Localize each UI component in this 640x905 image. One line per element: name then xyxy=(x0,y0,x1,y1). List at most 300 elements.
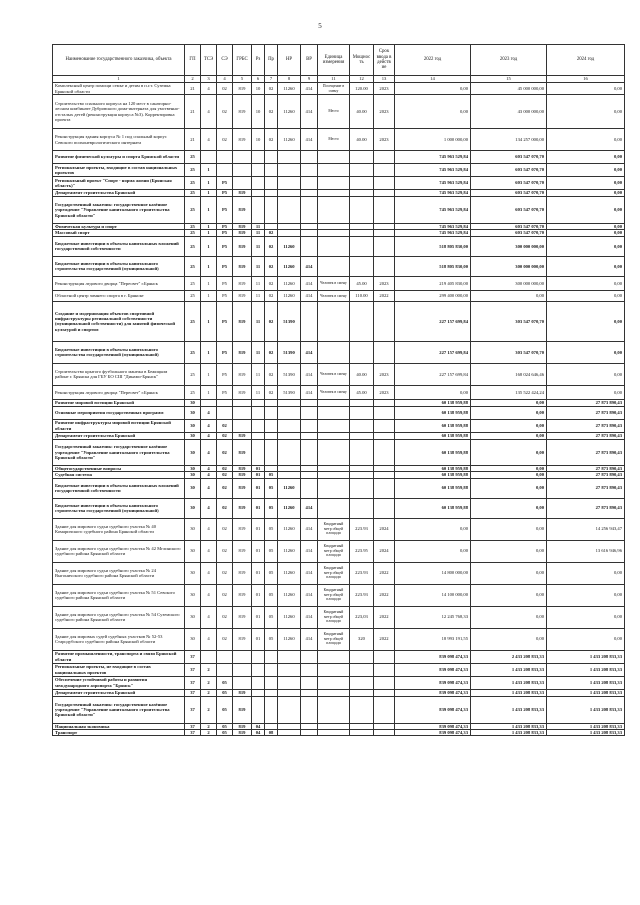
amount-cell: 1 433 208 833,33 xyxy=(547,676,625,689)
code-cell: 223.93 xyxy=(350,562,374,584)
amount-cell: 745 963 529,84 xyxy=(395,224,471,230)
column-number: 11 xyxy=(318,76,350,83)
amount-cell: 13 616 946,96 xyxy=(547,540,625,562)
code-cell xyxy=(217,151,233,164)
amount-cell: 0,00 xyxy=(471,290,547,301)
amount-cell: 27 873 890,43 xyxy=(547,472,625,478)
code-cell: 25 xyxy=(185,177,201,190)
code-cell: 1 xyxy=(201,230,217,236)
code-cell: 01 xyxy=(252,472,265,478)
amount-cell: 0,00 xyxy=(547,197,625,224)
code-cell: 05 xyxy=(217,723,233,729)
code-cell: 11260 xyxy=(278,584,301,606)
code-cell: 819 xyxy=(233,689,252,696)
code-cell: 02 xyxy=(217,606,233,628)
code-cell: 11260 xyxy=(278,478,301,498)
code-cell xyxy=(350,650,374,663)
code-cell: 02 xyxy=(265,256,278,276)
code-cell: 819 xyxy=(233,562,252,584)
amount-cell: 1 433 208 833,33 xyxy=(471,730,547,736)
code-cell xyxy=(252,689,265,696)
column-header: 2024 год xyxy=(547,45,625,76)
amount-cell: 0,00 xyxy=(547,276,625,290)
code-cell: 05 xyxy=(265,540,278,562)
code-cell xyxy=(278,190,301,197)
code-cell xyxy=(278,439,301,465)
code-cell xyxy=(252,399,265,406)
code-cell: 25 xyxy=(185,197,201,224)
column-number: 14 xyxy=(395,76,471,83)
code-cell: 02 xyxy=(217,95,233,129)
code-cell: 10 xyxy=(252,129,265,151)
code-cell xyxy=(252,439,265,465)
amount-cell: 168 024 646,46 xyxy=(471,363,547,385)
code-cell xyxy=(252,406,265,419)
code-cell: 51390 xyxy=(278,385,301,399)
table-row xyxy=(53,478,625,498)
column-number: 7 xyxy=(265,76,278,83)
code-cell: 02 xyxy=(217,419,233,432)
code-cell: 4 xyxy=(201,129,217,151)
code-cell xyxy=(278,663,301,676)
amount-cell: 27 873 890,43 xyxy=(547,432,625,439)
code-cell: 2023 xyxy=(374,363,395,385)
amount-cell: 0,00 xyxy=(395,385,471,399)
code-cell: Место xyxy=(318,95,350,129)
amount-cell: 603 547 070,70 xyxy=(471,177,547,190)
code-cell: 30 xyxy=(185,606,201,628)
code-cell: 02 xyxy=(217,83,233,95)
code-cell: 4 xyxy=(201,606,217,628)
code-cell: 414 xyxy=(301,256,318,276)
code-cell xyxy=(318,498,350,518)
code-cell: 4 xyxy=(201,406,217,419)
column-number: 2 xyxy=(185,76,201,83)
code-cell: Человек в смену xyxy=(318,363,350,385)
code-cell: Человек в смену xyxy=(318,276,350,290)
code-cell: 4 xyxy=(201,465,217,471)
code-cell: 414 xyxy=(301,385,318,399)
code-cell xyxy=(301,696,318,723)
code-cell: 02 xyxy=(217,439,233,465)
code-cell: 05 xyxy=(265,478,278,498)
code-cell: 30 xyxy=(185,472,201,478)
code-cell: 30 xyxy=(185,498,201,518)
code-cell: 414 xyxy=(301,341,318,363)
code-cell xyxy=(301,406,318,419)
code-cell xyxy=(233,164,252,177)
code-cell: 30 xyxy=(185,562,201,584)
code-cell xyxy=(233,676,252,689)
code-cell: 25 xyxy=(185,276,201,290)
code-cell: 40.00 xyxy=(350,363,374,385)
code-cell: 1 xyxy=(201,363,217,385)
code-cell: 25 xyxy=(185,385,201,399)
code-cell: 25 xyxy=(185,230,201,236)
code-cell: 1 xyxy=(201,341,217,363)
code-cell xyxy=(318,256,350,276)
code-cell xyxy=(301,419,318,432)
code-cell xyxy=(265,164,278,177)
code-cell: 2024 xyxy=(374,540,395,562)
code-cell xyxy=(301,236,318,256)
amount-cell: 745 963 529,84 xyxy=(395,177,471,190)
column-header: НР xyxy=(278,45,301,76)
code-cell: 2022 xyxy=(374,606,395,628)
object-name-cell: Развитие промышленности, транспорта и связи Брянской области xyxy=(53,650,185,663)
amount-cell: 27 873 890,43 xyxy=(547,406,625,419)
amount-cell: 135 522 424,24 xyxy=(471,385,547,399)
code-cell xyxy=(217,650,233,663)
amount-cell: 0,00 xyxy=(395,95,471,129)
code-cell: 819 xyxy=(233,224,252,230)
code-cell: 320 xyxy=(350,628,374,650)
code-cell: 4 xyxy=(201,472,217,478)
object-name-cell: Бюджетные инвестиции в объекты капитальных вложений государственной собственности xyxy=(53,236,185,256)
table-row xyxy=(53,676,625,689)
code-cell: 30 xyxy=(185,399,201,406)
code-cell xyxy=(278,406,301,419)
column-number: 3 xyxy=(201,76,217,83)
code-cell: 819 xyxy=(233,584,252,606)
code-cell: 2023 xyxy=(374,385,395,399)
code-cell xyxy=(318,177,350,190)
column-header: ВР xyxy=(301,45,318,76)
object-name-cell: Региональные проекты, входящие в состав национальных проектов xyxy=(53,164,185,177)
code-cell: 25 xyxy=(185,224,201,230)
code-cell: 4 xyxy=(201,83,217,95)
amount-cell: 60 138 959,88 xyxy=(395,472,471,478)
code-cell: 819 xyxy=(233,432,252,439)
amount-cell: 0,00 xyxy=(471,498,547,518)
code-cell: 01 xyxy=(252,478,265,498)
code-cell xyxy=(350,730,374,736)
code-cell: 819 xyxy=(233,290,252,301)
code-cell: 1 xyxy=(201,197,217,224)
code-cell: 4 xyxy=(201,419,217,432)
code-cell: 02 xyxy=(265,129,278,151)
code-cell: 11260 xyxy=(278,628,301,650)
amount-cell: 0,00 xyxy=(547,224,625,230)
code-cell xyxy=(265,177,278,190)
amount-cell: 0,00 xyxy=(547,151,625,164)
code-cell: 02 xyxy=(265,230,278,236)
amount-cell: 0,00 xyxy=(395,540,471,562)
code-cell: 01 xyxy=(252,540,265,562)
object-name-cell: Бюджетные инвестиции в объекты капитальных вложений государственной собственности xyxy=(53,478,185,498)
code-cell xyxy=(252,151,265,164)
code-cell xyxy=(301,730,318,736)
code-cell: 414 xyxy=(301,518,318,540)
code-cell: 01 xyxy=(252,562,265,584)
code-cell: 2022 xyxy=(374,562,395,584)
code-cell: 819 xyxy=(233,696,252,723)
code-cell xyxy=(318,236,350,256)
code-cell: 25 xyxy=(185,190,201,197)
code-cell: 2 xyxy=(201,696,217,723)
amount-cell: 14 256 943,47 xyxy=(547,518,625,540)
code-cell xyxy=(278,164,301,177)
column-number: 5 xyxy=(233,76,252,83)
code-cell: Квадратный метр общей площади xyxy=(318,562,350,584)
amount-cell: 839 098 474,33 xyxy=(395,730,471,736)
amount-cell: 0,00 xyxy=(547,385,625,399)
amount-cell: 0,00 xyxy=(547,129,625,151)
code-cell: 37 xyxy=(185,689,201,696)
code-cell xyxy=(233,663,252,676)
amount-cell: 12 245 768,33 xyxy=(395,606,471,628)
code-cell: 819 xyxy=(233,83,252,95)
code-cell: 02 xyxy=(217,584,233,606)
column-header: 2022 год xyxy=(395,45,471,76)
code-cell xyxy=(374,498,395,518)
code-cell: 05 xyxy=(265,584,278,606)
code-cell: P5 xyxy=(217,301,233,341)
code-cell: 02 xyxy=(217,129,233,151)
code-cell: P5 xyxy=(217,290,233,301)
code-cell: 414 xyxy=(301,83,318,95)
code-cell xyxy=(252,164,265,177)
code-cell: 819 xyxy=(233,385,252,399)
code-cell: 30 xyxy=(185,465,201,471)
code-cell xyxy=(278,676,301,689)
column-number: 12 xyxy=(350,76,374,83)
code-cell xyxy=(318,164,350,177)
amount-cell: 60 138 959,88 xyxy=(395,432,471,439)
amount-cell: 300 000 000,00 xyxy=(471,256,547,276)
code-cell: 819 xyxy=(233,606,252,628)
code-cell: 11260 xyxy=(278,256,301,276)
code-cell: Квадратный метр общей площади xyxy=(318,584,350,606)
table-row xyxy=(53,256,625,276)
code-cell: 819 xyxy=(233,518,252,540)
code-cell: 01 xyxy=(252,584,265,606)
amount-cell: 1 433 208 833,33 xyxy=(471,689,547,696)
object-name-cell: Бюджетные инвестиции в объекты капитального строительства государственной (муниципальной) xyxy=(53,341,185,363)
amount-cell: 1 433 208 833,33 xyxy=(547,696,625,723)
code-cell: 05 xyxy=(217,696,233,723)
table-row xyxy=(53,197,625,224)
code-cell: 25 xyxy=(185,301,201,341)
code-cell xyxy=(217,399,233,406)
code-cell: 414 xyxy=(301,562,318,584)
code-cell xyxy=(252,432,265,439)
code-cell: 414 xyxy=(301,584,318,606)
code-cell: 819 xyxy=(233,363,252,385)
code-cell: 11260 xyxy=(278,518,301,540)
table-row xyxy=(53,385,625,399)
object-name-cell: Здание для мирового судьи судебного участка № 42 Мглинского судебного района Брянской области xyxy=(53,540,185,562)
code-cell: 30 xyxy=(185,432,201,439)
code-cell: 45.00 xyxy=(350,385,374,399)
column-number: 16 xyxy=(547,76,625,83)
code-cell: 51390 xyxy=(278,301,301,341)
code-cell xyxy=(301,432,318,439)
code-cell xyxy=(350,399,374,406)
code-cell xyxy=(201,650,217,663)
code-cell xyxy=(374,419,395,432)
code-cell xyxy=(374,406,395,419)
code-cell xyxy=(265,406,278,419)
code-cell xyxy=(252,696,265,723)
code-cell: 11 xyxy=(252,236,265,256)
object-name-cell: Государственный заказчик: государственное казённое учреждение "Управление капитального строительства Брянской области" xyxy=(53,439,185,465)
object-name-cell: Здание для мирового судьи судебного участка № 40 Комаричского судебного района Брянской области xyxy=(53,518,185,540)
table-row xyxy=(53,439,625,465)
code-cell xyxy=(350,498,374,518)
code-cell: 40.00 xyxy=(350,129,374,151)
column-number: 13 xyxy=(374,76,395,83)
table-row xyxy=(53,341,625,363)
code-cell: 11260 xyxy=(278,276,301,290)
column-header: Мощность xyxy=(350,45,374,76)
object-name-cell: Здание для мировых судей судебных участков № 52-53 Стародубского судебного района Брянской области xyxy=(53,628,185,650)
amount-cell: 839 098 474,33 xyxy=(395,650,471,663)
code-cell: 11 xyxy=(252,385,265,399)
amount-cell: 1 433 208 833,33 xyxy=(471,723,547,729)
amount-cell: 27 873 890,43 xyxy=(547,478,625,498)
code-cell: 02 xyxy=(265,341,278,363)
code-cell: 01 xyxy=(252,606,265,628)
amount-cell: 60 138 959,88 xyxy=(395,406,471,419)
code-cell: 2024 xyxy=(374,518,395,540)
amount-cell: 0,00 xyxy=(547,628,625,650)
code-cell xyxy=(301,663,318,676)
amount-cell: 518 805 830,00 xyxy=(395,256,471,276)
amount-cell: 603 547 070,70 xyxy=(471,224,547,230)
code-cell xyxy=(278,399,301,406)
code-cell: 11260 xyxy=(278,498,301,518)
code-cell: Человек в смену xyxy=(318,385,350,399)
code-cell xyxy=(278,151,301,164)
code-cell xyxy=(374,478,395,498)
code-cell xyxy=(278,730,301,736)
code-cell: 819 xyxy=(233,256,252,276)
table-row xyxy=(53,290,625,301)
code-cell xyxy=(318,190,350,197)
code-cell: 30 xyxy=(185,439,201,465)
code-cell: 30 xyxy=(185,419,201,432)
object-name-cell: Бюджетные инвестиции в объекты капитального строительства государственной (муниципальной) xyxy=(53,256,185,276)
code-cell xyxy=(374,676,395,689)
code-cell: 1 xyxy=(201,256,217,276)
code-cell: 25 xyxy=(185,151,201,164)
object-name-cell: Реконструкция ледового дворца "Пересвет" г.Брянск xyxy=(53,385,185,399)
code-cell xyxy=(233,177,252,190)
code-cell: Квадратный метр общей площади xyxy=(318,606,350,628)
amount-cell: 0,00 xyxy=(547,562,625,584)
code-cell: 819 xyxy=(233,276,252,290)
code-cell: 414 xyxy=(301,129,318,151)
amount-cell: 0,00 xyxy=(547,584,625,606)
code-cell: 05 xyxy=(265,628,278,650)
code-cell: 30 xyxy=(185,540,201,562)
amount-cell: 1 433 208 833,33 xyxy=(547,663,625,676)
code-cell xyxy=(318,399,350,406)
code-cell xyxy=(265,650,278,663)
code-cell xyxy=(374,190,395,197)
code-cell xyxy=(252,650,265,663)
code-cell xyxy=(374,197,395,224)
code-cell xyxy=(252,177,265,190)
table-row xyxy=(53,696,625,723)
amount-cell: 300 000 000,00 xyxy=(471,236,547,256)
code-cell: 1 xyxy=(201,290,217,301)
amount-cell: 227 157 699,84 xyxy=(395,363,471,385)
code-cell xyxy=(201,151,217,164)
column-header: 2023 год xyxy=(471,45,547,76)
code-cell: 30 xyxy=(185,584,201,606)
amount-cell: 60 138 959,88 xyxy=(395,498,471,518)
capital-investment-table xyxy=(52,44,625,736)
code-cell: 4 xyxy=(201,584,217,606)
object-name-cell: Департамент строительства Брянской xyxy=(53,689,185,696)
amount-cell: 839 098 474,33 xyxy=(395,689,471,696)
amount-cell: 0,00 xyxy=(547,301,625,341)
amount-cell: 60 138 959,88 xyxy=(395,399,471,406)
object-name-cell: Строительство крытого футбольного манежа в Бежицком районе г. Брянска для ГБУ БО СШ "Динамо-Брянск" xyxy=(53,363,185,385)
code-cell xyxy=(265,689,278,696)
code-cell xyxy=(217,164,233,177)
object-name-cell: Комплексный центр помощи семье и детям в п.г.т. Суземка Брянской области xyxy=(53,83,185,95)
code-cell xyxy=(252,190,265,197)
code-cell xyxy=(301,301,318,341)
amount-cell: 518 805 830,00 xyxy=(395,236,471,256)
code-cell: 02 xyxy=(217,628,233,650)
code-cell xyxy=(374,650,395,663)
code-cell: 120.00 xyxy=(350,83,374,95)
code-cell xyxy=(374,164,395,177)
code-cell: 11 xyxy=(252,301,265,341)
code-cell: 02 xyxy=(265,83,278,95)
column-header: ГП xyxy=(185,45,201,76)
code-cell: 11260 xyxy=(278,95,301,129)
code-cell: 4 xyxy=(201,628,217,650)
code-cell: 05 xyxy=(217,730,233,736)
code-cell: 819 xyxy=(233,465,252,471)
table-row xyxy=(53,164,625,177)
amount-cell: 0,00 xyxy=(471,518,547,540)
code-cell: 30 xyxy=(185,518,201,540)
amount-cell: 14 100 000,00 xyxy=(395,584,471,606)
page-number: 5 xyxy=(318,22,322,30)
code-cell xyxy=(301,177,318,190)
code-cell: 1 xyxy=(201,301,217,341)
code-cell: 2022 xyxy=(374,628,395,650)
code-cell xyxy=(252,197,265,224)
code-cell xyxy=(301,650,318,663)
code-cell: 819 xyxy=(233,129,252,151)
code-cell xyxy=(233,399,252,406)
column-number: 15 xyxy=(471,76,547,83)
code-cell xyxy=(265,151,278,164)
code-cell xyxy=(265,190,278,197)
amount-cell: 60 138 959,88 xyxy=(395,478,471,498)
code-cell: 21 xyxy=(185,83,201,95)
code-cell: 1 xyxy=(201,177,217,190)
column-number: 1 xyxy=(53,76,185,83)
code-cell xyxy=(233,419,252,432)
code-cell xyxy=(318,663,350,676)
code-cell: 05 xyxy=(217,689,233,696)
table-row xyxy=(53,689,625,696)
amount-cell: 60 138 959,88 xyxy=(395,439,471,465)
code-cell: 01 xyxy=(252,465,265,471)
code-cell: 4 xyxy=(201,439,217,465)
object-name-cell: Региональный проект "Спорт - норма жизни (Брянская область)" xyxy=(53,177,185,190)
column-number-row xyxy=(53,76,625,83)
object-name-cell: Физическая культура и спорт xyxy=(53,224,185,230)
